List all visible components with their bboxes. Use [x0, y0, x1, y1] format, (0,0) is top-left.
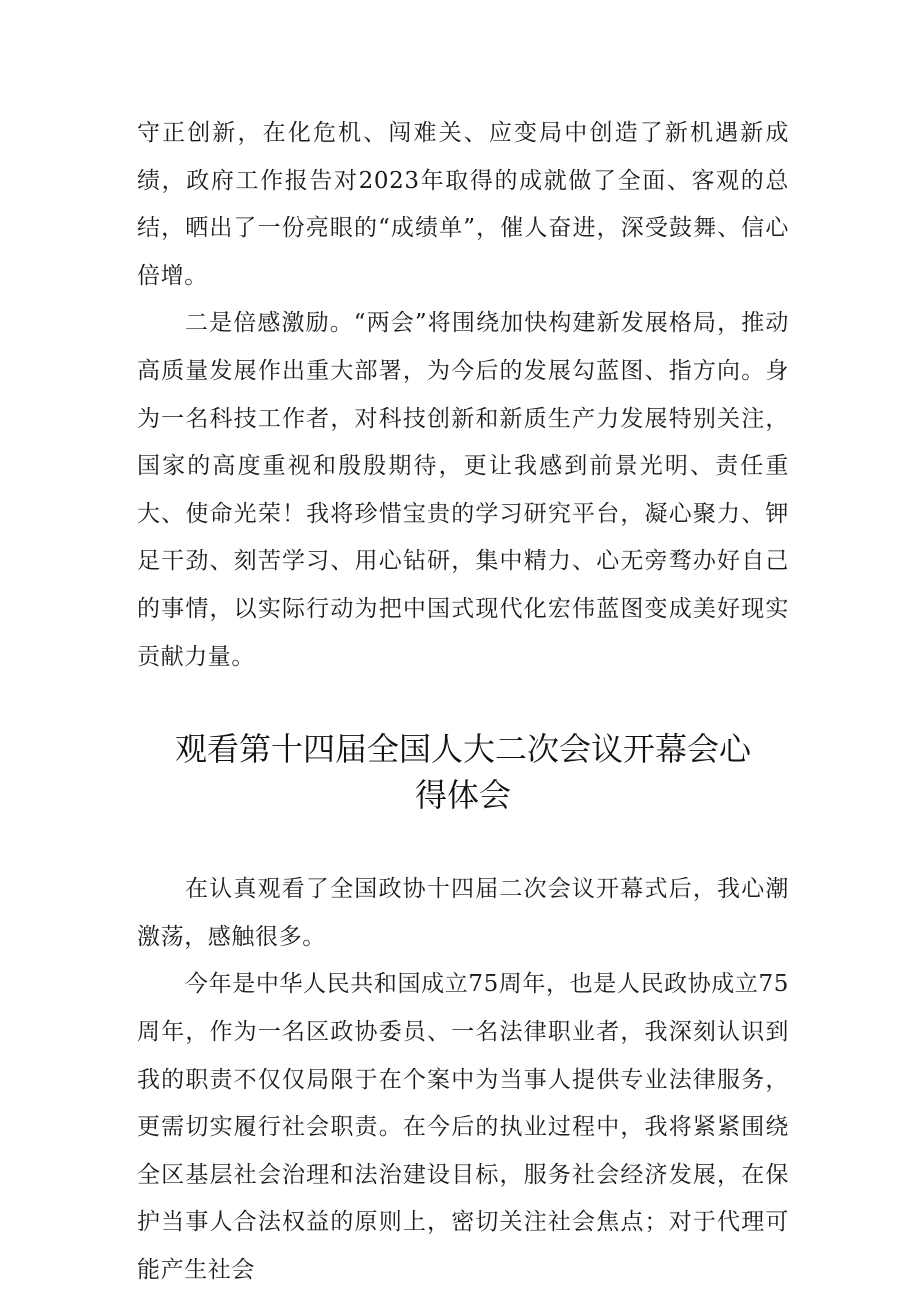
- article-title: [137, 726, 789, 818]
- paragraph-continued: 守正创新，在化危机、闯难关、应变局中创造了新机遇新成绩，政府工作报告对2023年取得的成就做了全面、客观的总结，晒出了一份亮眼的“成绩单”，催人奋进，深受鼓舞、信心倍增。: [137, 120, 789, 289]
- paragraph-anniversary: 今年是中华人民共和国成立75周年，也是人民政协成立75周年，作为一名区政协委员、一名法律职业者，我深刻认识到我的职责不仅仅局限于在个案中为当事人提供专业法律服务，更需切实履行社会职责。在今后的执业过程中，我将紧紧围绕全区基层社会治理和法治建设目标，服务社会经济发展，在保护当事人合法权益的原则上，密切关注社会焦点；对于代理可能产生社会: [137, 971, 789, 1283]
- paragraph-inspiration: 二是倍感激励。“两会”将围绕加快构建新发展格局，推动高质量发展作出重大部署，为今后的发展勾蓝图、指方向。身为一名科技工作者，对科技创新和新质生产力发展特别关注，国家的高度重视和殷殷期待，更让我感到前景光明、责任重大、使命光荣！我将珍惜宝贵的学习研究平台，凝心聚力、钾足干劲、刻苦学习、用心钻研，集中精力、心无旁骛办好自己的事情，以实际行动为把中国式现代化宏伟蓝图变成美好现实贡献力量。: [137, 310, 789, 670]
- article-title-line-2: 得体会: [414, 776, 511, 815]
- article-title-line-1: 观看第十四届全国人大二次会议开幕会心: [174, 730, 751, 769]
- document-body: [137, 110, 789, 1294]
- paragraph-intro: 在认真观看了全国政协十四届二次会议开幕式后，我心潮激荡，感触很多。: [137, 876, 789, 950]
